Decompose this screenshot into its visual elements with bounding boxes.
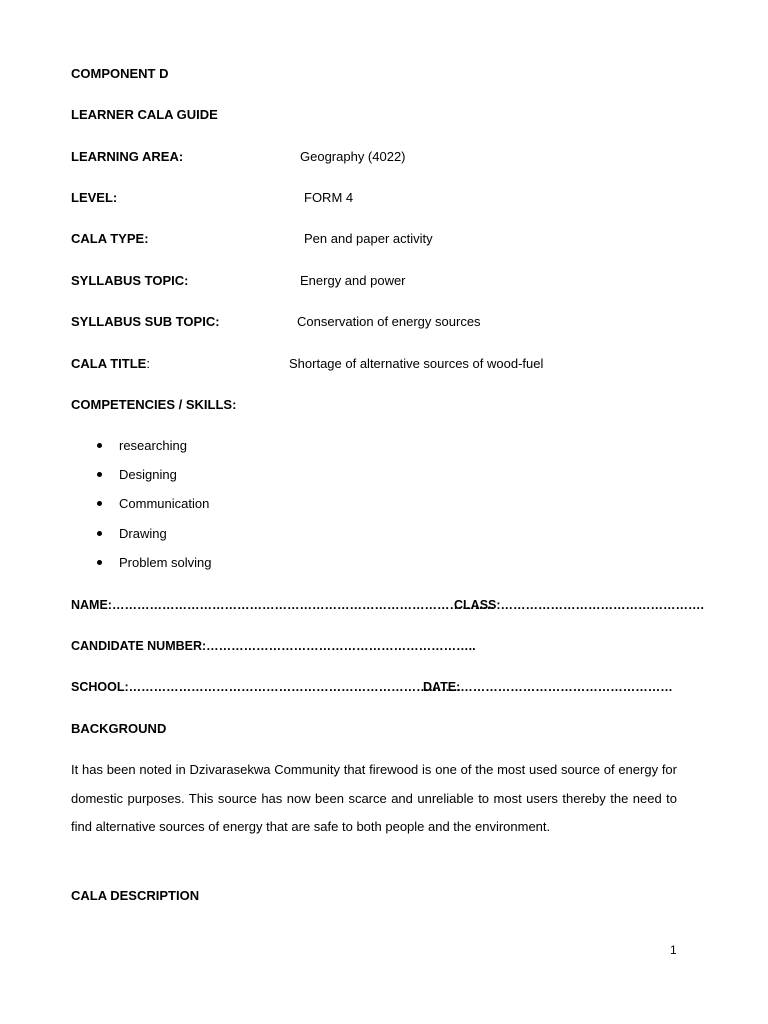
- component-heading: COMPONENT D: [71, 66, 169, 81]
- candidate-number-field-line: CANDIDATE NUMBER:………………………………………………………..: [71, 639, 476, 653]
- cala-title-value: Shortage of alternative sources of wood-fuel: [289, 356, 544, 371]
- competencies-heading: COMPETENCIES / SKILLS:: [71, 397, 237, 412]
- school-field-line: SCHOOL:……………………………………………………………………..: [71, 680, 461, 694]
- bullet-icon: [97, 531, 102, 536]
- cala-title-label: CALA TITLE: [71, 356, 147, 371]
- cala-description-heading: CALA DESCRIPTION: [71, 888, 200, 903]
- cala-type-label: CALA TYPE:: [71, 231, 149, 246]
- bullet-icon: [97, 501, 102, 506]
- learning-area-label: LEARNING AREA:: [71, 149, 184, 164]
- syllabus-sub-topic-value: Conservation of energy sources: [297, 314, 481, 329]
- syllabus-topic-value: Energy and power: [300, 273, 406, 288]
- background-paragraph: It has been noted in Dzivarasekwa Community that firewood is one of the most used source of energy for domestic purposes. This source has now been scarce and unreliable to most users thereby the need to find alternative sources of energy that are safe to both people and the environment.: [71, 762, 677, 834]
- list-item-text: Communication: [119, 496, 210, 511]
- guide-heading: LEARNER CALA GUIDE: [71, 107, 218, 122]
- syllabus-topic-label: SYLLABUS TOPIC:: [71, 273, 189, 288]
- class-field-line: CLASS:………………………………………….: [454, 598, 704, 612]
- learning-area-value: Geography (4022): [300, 149, 406, 164]
- level-label: LEVEL:: [71, 190, 118, 205]
- bullet-icon: [97, 472, 102, 477]
- name-field-line: NAME:………………………………………………………………………………..: [71, 598, 494, 612]
- cala-type-value: Pen and paper activity: [304, 231, 433, 246]
- cala-title-label-row: [71, 356, 150, 372]
- cala-title-colon: :: [146, 356, 150, 371]
- level-value: FORM 4: [304, 190, 354, 205]
- list-item-text: Drawing: [119, 526, 167, 541]
- list-item-text: Problem solving: [119, 555, 212, 570]
- page-number: 1: [670, 943, 677, 957]
- bullet-icon: [97, 443, 102, 448]
- bullet-icon: [97, 560, 102, 565]
- background-heading: BACKGROUND: [71, 721, 167, 736]
- syllabus-sub-topic-label: SYLLABUS SUB TOPIC:: [71, 314, 220, 329]
- list-item-text: Designing: [119, 467, 177, 482]
- list-item-text: researching: [119, 438, 187, 453]
- date-field-line: DATE:……………………………………………: [423, 680, 673, 694]
